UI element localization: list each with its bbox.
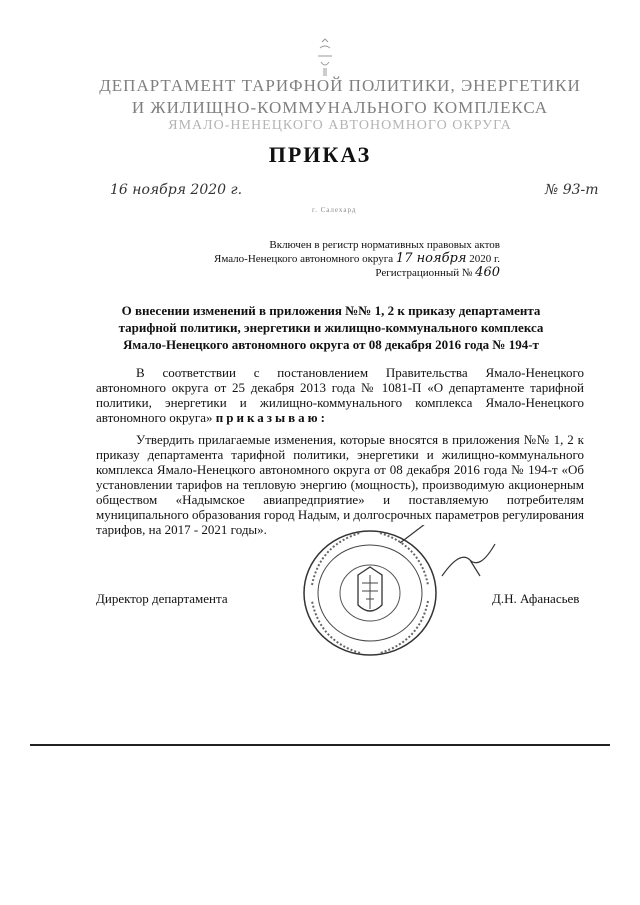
registration-region: Ямало-Ненецкого автономного округа [213, 253, 394, 265]
registration-number: 460 [475, 265, 500, 280]
order-place: г. Салехард [312, 206, 357, 214]
registration-stamp [180, 238, 500, 280]
page-bottom-rule [30, 744, 610, 746]
preamble-paragraph [96, 365, 584, 425]
department-header-line-1: ДЕПАРТАМЕНТ ТАРИФНОЙ ПОЛИТИКИ, ЭНЕРГЕТИКИ [99, 76, 581, 95]
registration-line-1: Включен в регистр нормативных правовых актов [269, 239, 500, 251]
signatory-name: Д.Н. Афанасьев [492, 591, 580, 606]
registration-number-label: Регистрационный № [375, 267, 473, 279]
order-verb: приказываю: [215, 410, 328, 425]
order-date: 16 ноября 2020 г. [110, 182, 243, 198]
registration-date: 17 ноября [395, 251, 467, 266]
coat-of-arms-emblem [300, 38, 350, 78]
document-title: ПРИКАЗ [268, 142, 372, 167]
registration-line-2 [180, 252, 500, 266]
registration-year: 2020 г. [469, 253, 500, 265]
signature-mark [440, 540, 510, 580]
registration-line-3 [180, 266, 500, 280]
signatory-position: Директор департамента [96, 591, 228, 606]
official-seal [300, 525, 440, 660]
order-number: № 93-т [545, 182, 599, 198]
department-header-line-3: ЯМАЛО-НЕНЕЦКОГО АВТОНОМНОГО ОКРУГА [168, 118, 512, 133]
operative-paragraph: Утвердить прилагаемые изменения, которые вносятся в приложения №№ 1, 2 к приказу департамента тарифной политики, энергетики и жилищно-коммунального комплекса Ямало-Ненецкого автономного округа от 08 декабря 2016 года № 194-т «Об установлении тарифов на тепловую энергию (мощность), производимую акционерным обществом «Надымское авиапредприятие» и поставляемую потребителям муниципального образования город Надым, и долгосрочных параметров регулирования тарифов, на 2017 - 2021 годы». [96, 432, 584, 537]
order-subject: О внесении изменений в приложения №№ 1, 2 к приказу департамента тарифной политики, энергетики и жилищно-коммунального комплекса Ямало-Ненецкого автономного округа от 08 декабря 2016 года № 194-т [118, 303, 544, 352]
preamble-text: В соответствии с постановлением Правительства Ямало-Ненецкого автономного округа от 25 декабря 2013 года № 1081-П «О департаменте тарифной политики, энергетики и жилищно-коммунального комплекса Ямало-Ненецкого автономного округа» [96, 365, 584, 425]
department-header-line-2: И ЖИЛИЩНО-КОММУНАЛЬНОГО КОМПЛЕКСА [131, 98, 549, 117]
